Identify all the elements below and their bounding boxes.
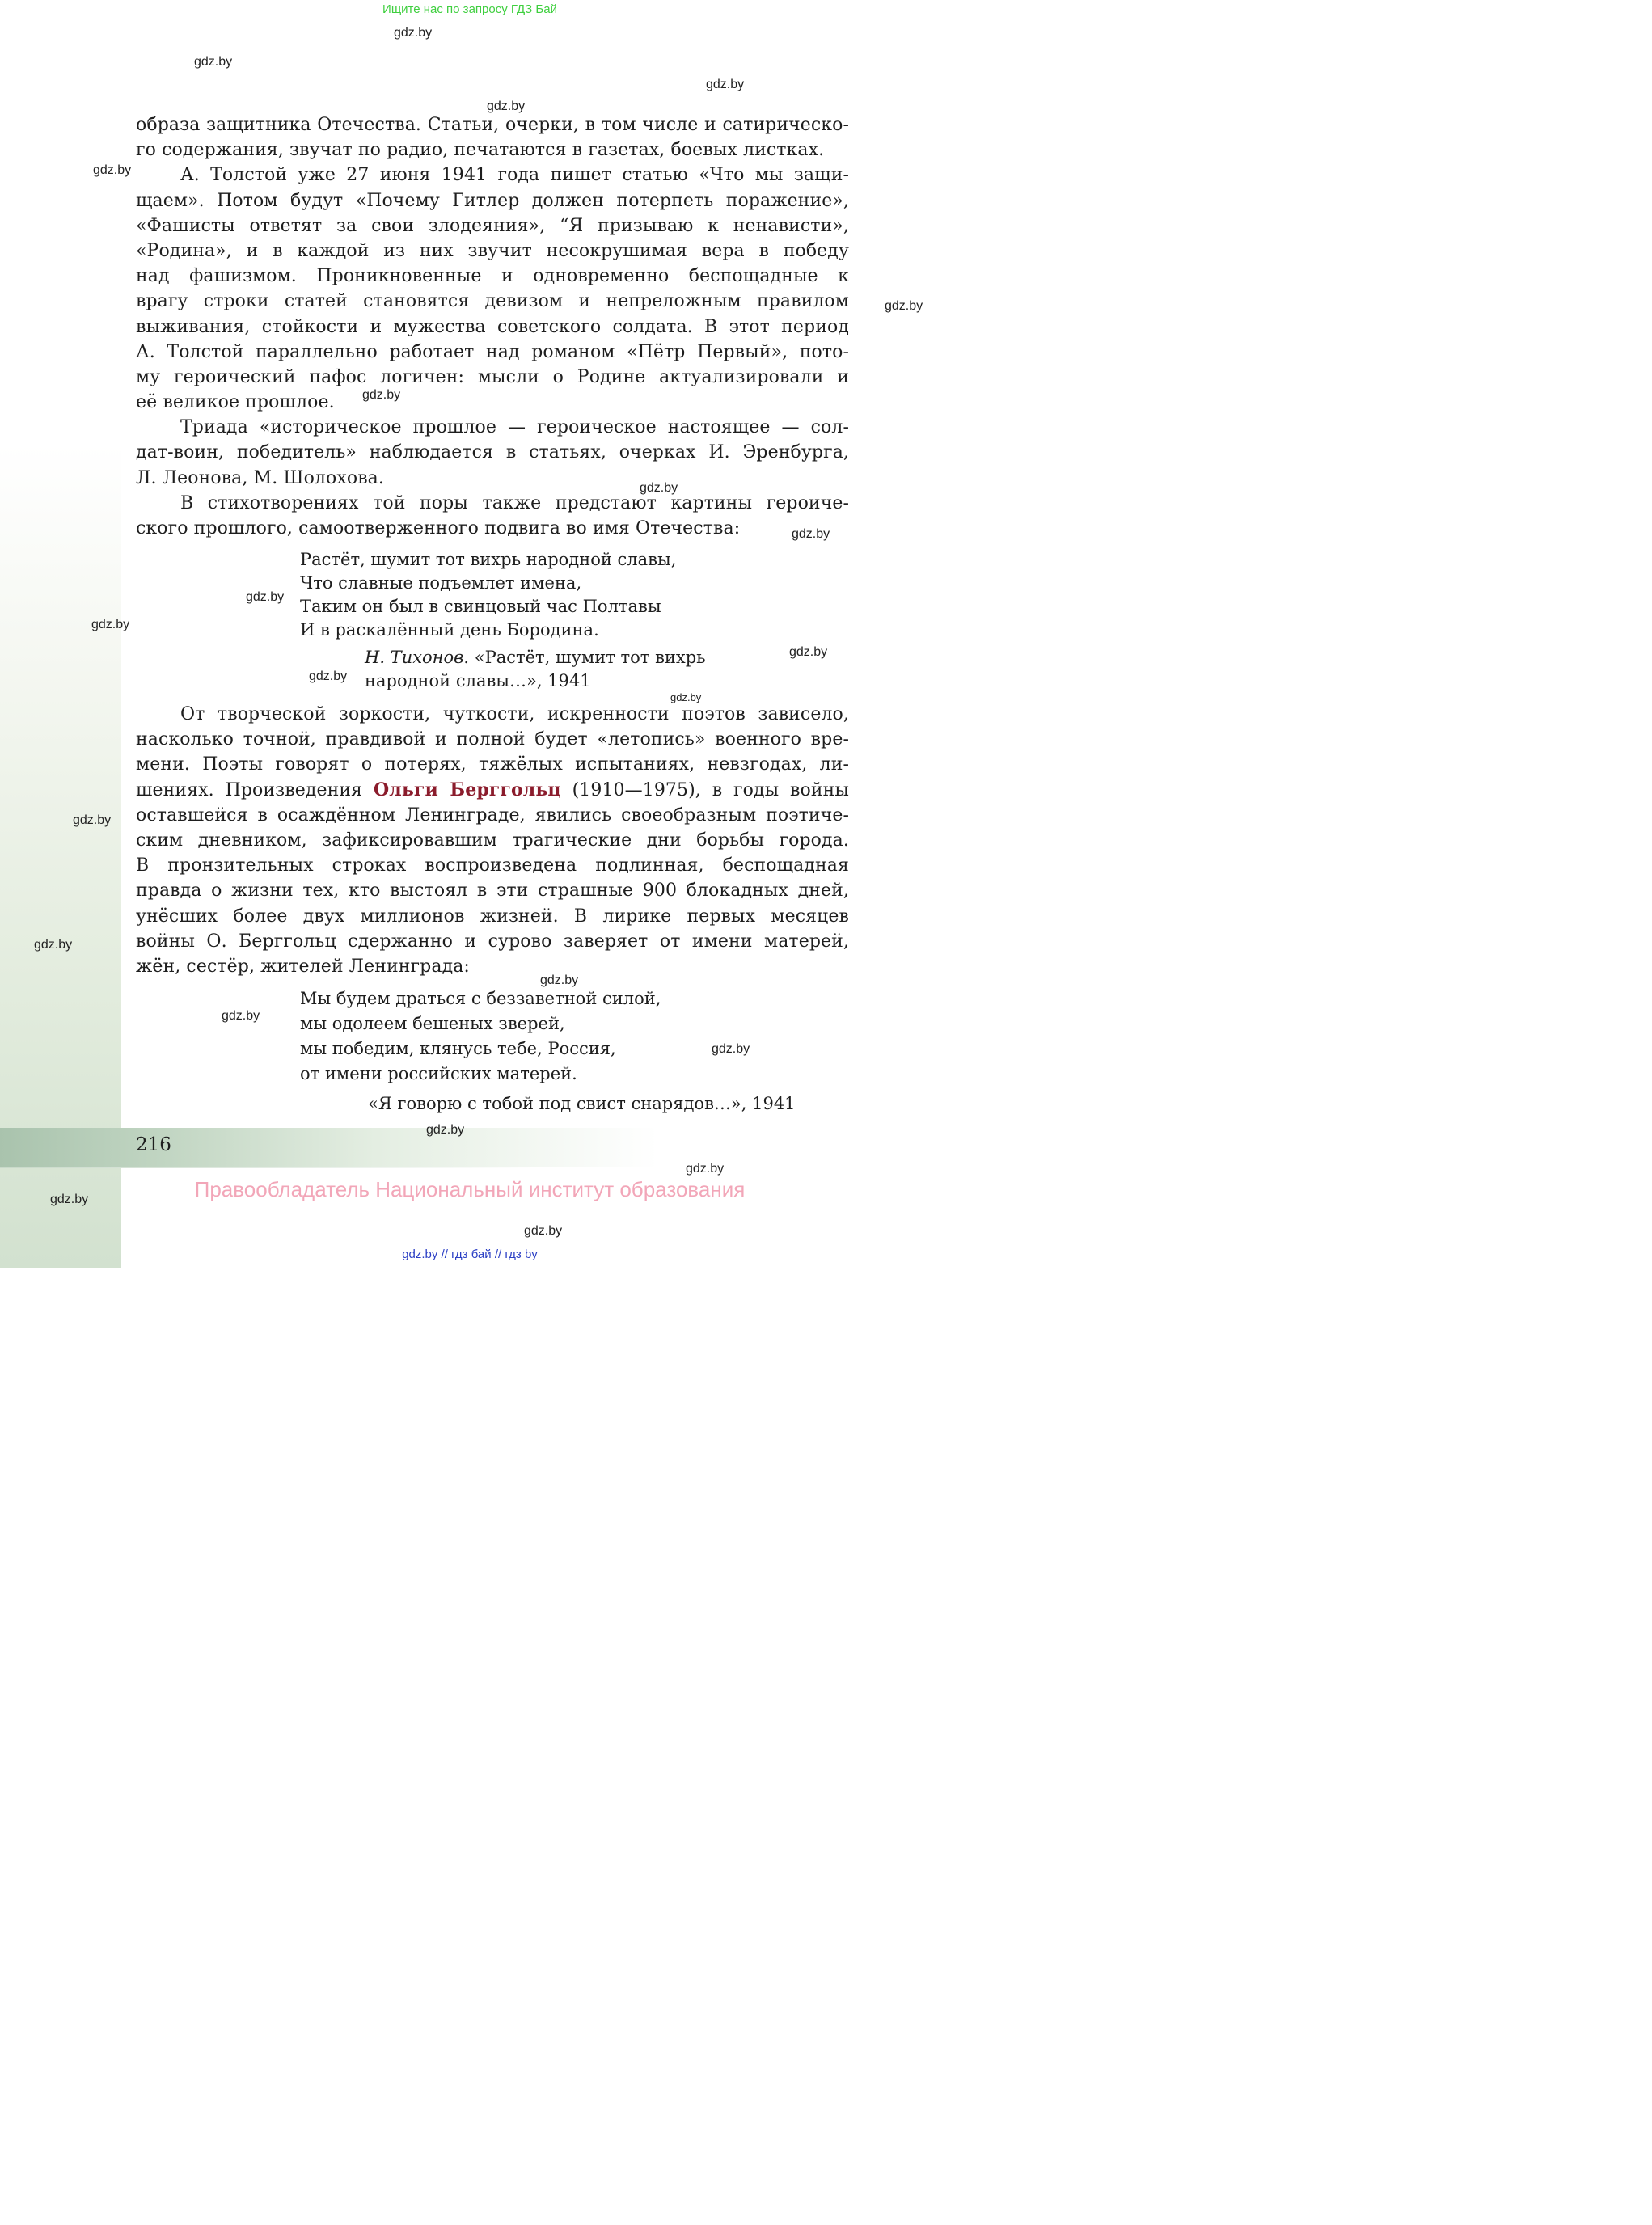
- watermark: gdz.by: [73, 813, 112, 827]
- watermark: gdz.by: [91, 618, 130, 631]
- text-line: Л. Леонова, М. Шолохова.: [136, 467, 384, 488]
- text-line: над фашизмом. Проникновенные и одновременно беспощадные к: [136, 266, 849, 287]
- link-separator: //: [441, 1248, 448, 1261]
- watermark: gdz.by: [246, 590, 285, 604]
- text-line: правда о жизни тех, кто выстоял в эти страшные 900 блокадных дней,: [136, 880, 849, 901]
- watermark: gdz.by: [706, 78, 745, 91]
- text-line: А. Толстой параллельно работает над романом «Пётр Первый», пото-: [136, 341, 849, 362]
- poem-line: Что славные подъемлет имена,: [300, 573, 582, 593]
- watermark: gdz.by: [93, 163, 132, 177]
- text-line: От творческой зоркости, чуткости, искренности поэтов зависело,: [180, 704, 849, 724]
- text-line: выживания, стойкости и мужества советского солдата. В этот период: [136, 316, 849, 337]
- poem-line: Растёт, шумит тот вихрь народной славы,: [300, 550, 677, 569]
- watermark: gdz.by: [50, 1193, 89, 1206]
- rights-holder: Правообладатель Национальный институт образования: [194, 1177, 746, 1201]
- poem-source: «Я говорю с тобой под свист снарядов…», 1941: [368, 1094, 796, 1113]
- watermark: gdz.by: [34, 938, 73, 952]
- text-line: дат-воин, победитель» наблюдается в статьях, очерках И. Эренбурга,: [136, 442, 849, 463]
- poem-title-cont: народной славы…», 1941: [365, 671, 591, 690]
- text-fragment: (1910—1975), в годы войны: [572, 779, 850, 800]
- watermark: gdz.by: [309, 669, 348, 683]
- link-gdz-bai[interactable]: гдз бай: [451, 1248, 492, 1261]
- poem-tikhonov: [300, 548, 676, 642]
- bottom-links: [0, 1248, 940, 1261]
- text-line: Триада «историческое прошлое — героическое настоящее — сол-: [180, 417, 849, 438]
- poem-line: Мы будем драться с беззаветной силой,: [300, 989, 661, 1008]
- watermark: gdz.by: [792, 527, 830, 541]
- text-line-with-name: [136, 778, 849, 803]
- text-line: В стихотворениях той поры также предстают картины героиче-: [180, 492, 849, 513]
- text-line: ским дневником, зафиксировавшим трагические дни борьбы города.: [136, 830, 849, 851]
- watermark: gdz.by: [670, 691, 702, 703]
- watermark: gdz.by: [194, 55, 233, 69]
- poem-title: «Растёт, шумит тот вихрь: [474, 648, 706, 667]
- poem-line: Таким он был в свинцовый час Полтавы: [300, 597, 661, 616]
- watermark: gdz.by: [640, 481, 678, 495]
- footer-rule: [0, 1167, 534, 1168]
- watermark: gdz.by: [789, 645, 828, 659]
- main-text-middle: [136, 702, 849, 979]
- poem-line: мы одолеем бешеных зверей,: [300, 1014, 565, 1033]
- link-separator: //: [494, 1248, 502, 1261]
- poem-line: от имени российских матерей.: [300, 1064, 577, 1083]
- watermark: gdz.by: [222, 1009, 260, 1023]
- watermark: gdz.by: [487, 99, 526, 113]
- watermark: gdz.by: [712, 1042, 750, 1056]
- text-line: насколько точной, правдивой и полной будет «летопись» военного вре-: [136, 729, 849, 750]
- text-line: мени. Поэты говорят о потерях, тяжёлых испытаниях, невзгодах, ли-: [136, 754, 849, 775]
- watermark: gdz.by: [524, 1224, 563, 1238]
- link-gdz-by[interactable]: gdz.by: [402, 1248, 438, 1261]
- text-line: врагу строки статей становятся девизом и непреложным правилом: [136, 291, 849, 312]
- poem-line: мы победим, клянусь тебе, Россия,: [300, 1039, 616, 1058]
- text-line: оставшейся в осаждённом Ленинграде, явились своеобразным поэтиче-: [136, 804, 849, 825]
- watermark: gdz.by: [686, 1162, 725, 1176]
- page-number: 216: [136, 1134, 171, 1155]
- text-line: её великое прошлое.: [136, 392, 335, 413]
- text-line: войны О. Берггольц сдержанно и сурово заверяет от имени матерей,: [136, 931, 849, 952]
- text-line: му героический пафос логичен: мысли о Родине актуализировали и: [136, 366, 849, 387]
- left-margin-band: [0, 0, 121, 1268]
- top-banner[interactable]: Ищите нас по запросу ГДЗ Бай: [382, 2, 557, 16]
- watermark: gdz.by: [362, 388, 401, 402]
- author-name-highlight: Ольги Берггольц: [373, 779, 561, 800]
- text-line: «Родина», и в каждой из них звучит несокрушимая вера в победу: [136, 240, 849, 261]
- poem-berggolts: [300, 986, 661, 1087]
- text-line: образа защитника Отечества. Статьи, очерки, в том числе и сатирическо-: [136, 115, 849, 135]
- text-line: В пронзительных строках воспроизведена подлинная, беспощадная: [136, 855, 849, 876]
- text-line: щаем». Потом будут «Почему Гитлер должен потерпеть поражение»,: [136, 190, 849, 211]
- watermark: gdz.by: [394, 26, 433, 40]
- main-text-top: [136, 112, 849, 541]
- poem-attribution: [365, 646, 706, 669]
- text-fragment: шениях. Произведения: [136, 779, 363, 800]
- text-line: жён, сестёр, жителей Ленинграда:: [136, 956, 470, 977]
- poem-line: И в раскалённый день Бородина.: [300, 620, 599, 640]
- text-line: А. Толстой уже 27 июня 1941 года пишет статью «Что мы защи-: [180, 165, 849, 186]
- watermark: gdz.by: [540, 973, 579, 987]
- watermark: gdz.by: [885, 299, 923, 313]
- link-gdz-by-cyr[interactable]: гдз by: [505, 1248, 538, 1261]
- text-line: ского прошлого, самоотверженного подвига во имя Отечества:: [136, 518, 741, 538]
- poem-author: Н. Тихонов.: [365, 648, 470, 667]
- text-line: унёсших более двух миллионов жизней. В лирике первых месяцев: [136, 906, 849, 927]
- text-line: го содержания, звучат по радио, печатаются в газетах, боевых листках.: [136, 140, 825, 161]
- text-line: «Фашисты ответят за свои злодеяния», “Я призываю к ненависти»,: [136, 215, 849, 236]
- watermark: gdz.by: [426, 1123, 465, 1137]
